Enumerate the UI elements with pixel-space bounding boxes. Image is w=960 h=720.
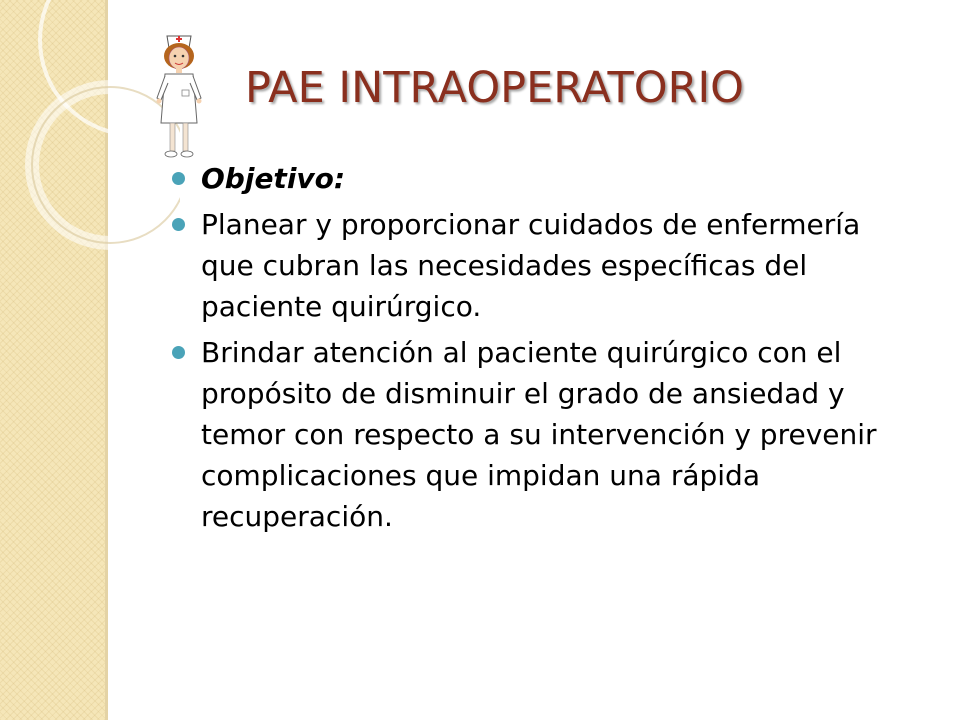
bullet-item-objetivo: [172, 158, 912, 199]
bullet-text: Brindar atención al paciente quirúrgico con el propósito de disminuir el grado de ansiedad y temor con respecto a su intervención y prevenir complicaciones que impidan una rápida recuperación.: [201, 336, 877, 533]
bullet-dot-icon: [172, 218, 185, 231]
bullet-dot-icon: [172, 172, 185, 185]
slide-content: [172, 158, 912, 542]
bullet-item-brindar: [172, 332, 912, 537]
nurse-illustration-icon: [145, 28, 213, 163]
bullet-list: [172, 158, 912, 537]
bullet-item-planear: [172, 204, 912, 327]
bullet-text: Planear y proporcionar cuidados de enfermería que cubran las necesidades específicas del paciente quirúrgico.: [201, 208, 861, 323]
slide-title: PAE INTRAOPERATORIO: [245, 63, 745, 113]
bullet-dot-icon: [172, 346, 185, 359]
bullet-text: Objetivo:: [201, 162, 346, 195]
